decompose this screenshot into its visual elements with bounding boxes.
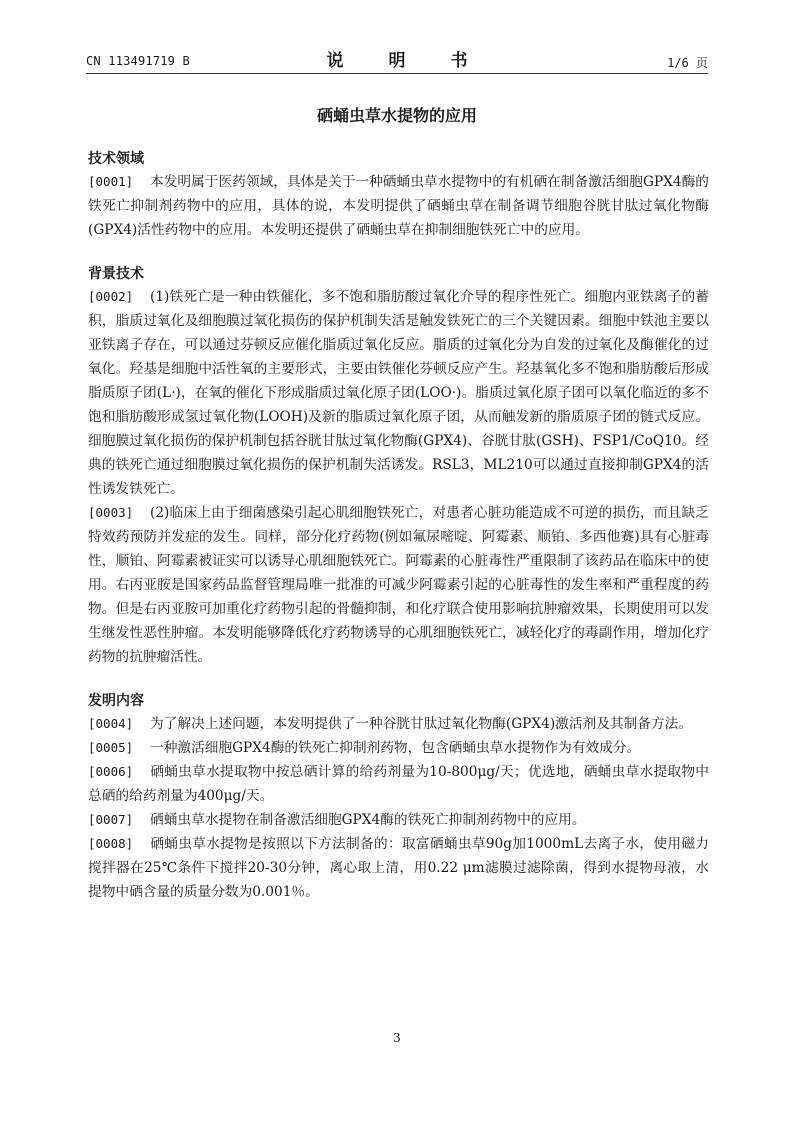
patent-number: CN 113491719 B <box>86 54 190 68</box>
paragraph <box>88 736 709 760</box>
paragraph-text: (2)临床上由于细菌感染引起心肌细胞铁死亡，对患者心脏功能造成不可逆的损伤，而且缺乏特效药预防并发症的发生。同样，部分化疗药物(例如氟尿嘧啶、阿霉素、顺铂、多西他赛)具有心脏毒性，顺铂、阿霉素被证实可以诱导心肌细胞铁死亡。阿霉素的心脏毒性严重限制了该药品在临床中的使用。右丙亚胺是国家药品监督管理局唯一批准的可减少阿霉素引起的心脏毒性的发生率和严重程度的药物。但是右丙亚胺可加重化疗药物引起的骨髓抑制，和化疗联合使用影响抗肿瘤效果，长期使用可以发生继发性恶性肿瘤。本发明能够降低化疗药物诱导的心肌细胞铁死亡，减轻化疗的毒副作用，增加化疗药物的抗肿瘤活性。 <box>88 505 709 665</box>
paragraph-text: 硒蛹虫草水提物是按照以下方法制备的：取富硒蛹虫草90g加1000mL去离子水，使用磁力搅拌器在25℃条件下搅拌20-30分钟，离心取上清，用0.22 μm滤膜过滤除菌，得到水提物母液，水提物中硒含量的质量分数为0.001％。 <box>88 836 709 900</box>
paragraph-text: 硒蛹虫草水提物在制备激活细胞GPX4酶的铁死亡抑制剂药物中的应用。 <box>150 812 586 828</box>
paragraph-number: [0001] <box>88 174 134 189</box>
document-title: 硒蛹虫草水提物的应用 <box>316 106 477 125</box>
page-indicator: 1/6 页 <box>667 56 708 70</box>
document-body <box>88 148 709 904</box>
header-rule <box>86 73 708 74</box>
paragraph <box>88 712 709 736</box>
section-gap <box>88 242 709 263</box>
paragraph-number: [0006] <box>88 764 134 779</box>
section-summary <box>88 690 709 904</box>
paragraph <box>88 170 709 242</box>
paragraph-text: (1)铁死亡是一种由铁催化，多不饱和脂肪酸过氧化介导的程序性死亡。细胞内亚铁离子的蓄积，脂质过氧化及细胞膜过氧化损伤的保护机制失活是触发铁死亡的三个关键因素。细胞中铁池主要以亚铁离子存在，可以通过芬顿反应催化脂质过氧化反应。脂质的过氧化分为自发的过氧化及酶催化的过氧化。羟基是细胞中活性氧的主要形式，主要由铁催化芬顿反应产生。羟基氧化多不饱和脂肪酸后形成脂质原子团(L·)，在氧的催化下形成脂质过氧化原子团(LOO·)。脂质过氧化原子团可以氧化临近的多不饱和脂肪酸形成氢过氧化物(LOOH)及新的脂质过氧化原子团，从而触发新的脂质原子团的链式反应。细胞膜过氧化损伤的保护机制包括谷胱甘肽过氧化物酶(GPX4)、谷胱甘肽(GSH)、FSP1/CoQ10。经典的铁死亡通过细胞膜过氧化损伤的保护机制失活诱发。RSL3，ML210可以通过直接抑制GPX4的活性诱发铁死亡。 <box>88 289 709 497</box>
page-number: 3 <box>393 1031 401 1045</box>
paragraph <box>88 285 709 501</box>
paragraph <box>88 808 709 832</box>
section-heading: 背景技术 <box>88 266 144 282</box>
section-heading: 技术领域 <box>88 151 144 167</box>
paragraph-text: 本发明属于医药领域，具体是关于一种硒蛹虫草水提物中的有机硒在制备激活细胞GPX4酶的铁死亡抑制剂药物中的应用，具体的说，本发明提供了硒蛹虫草在制备调节细胞谷胱甘肽过氧化物酶(GPX4)活性药物中的应用。本发明还提供了硒蛹虫草在抑制细胞铁死亡中的应用。 <box>88 174 709 238</box>
paragraph <box>88 501 709 669</box>
paragraph <box>88 832 709 904</box>
paragraph-number: [0002] <box>88 289 134 304</box>
doc-type-heading: 说 明 书 <box>326 51 482 71</box>
paragraph-number: [0005] <box>88 740 134 755</box>
paragraph-text: 硒蛹虫草水提取物中按总硒计算的给药剂量为10-800μg/天；优选地，硒蛹虫草水提取物中总硒的给药剂量为400μg/天。 <box>88 764 709 804</box>
paragraph <box>88 760 709 808</box>
paragraph-text: 一种激活细胞GPX4酶的铁死亡抑制剂药物，包含硒蛹虫草水提物作为有效成分。 <box>150 740 641 756</box>
section-gap <box>88 669 709 690</box>
paragraph-number: [0007] <box>88 812 134 827</box>
paragraph-number: [0004] <box>88 716 134 731</box>
section-heading: 发明内容 <box>88 693 144 709</box>
section-technical-field <box>88 148 709 242</box>
section-background <box>88 263 709 669</box>
paragraph-number: [0003] <box>88 505 134 520</box>
paragraph-text: 为了解决上述问题，本发明提供了一种谷胱甘肽过氧化物酶(GPX4)激活剂及其制备方法。 <box>150 716 693 732</box>
paragraph-number: [0008] <box>88 836 134 851</box>
